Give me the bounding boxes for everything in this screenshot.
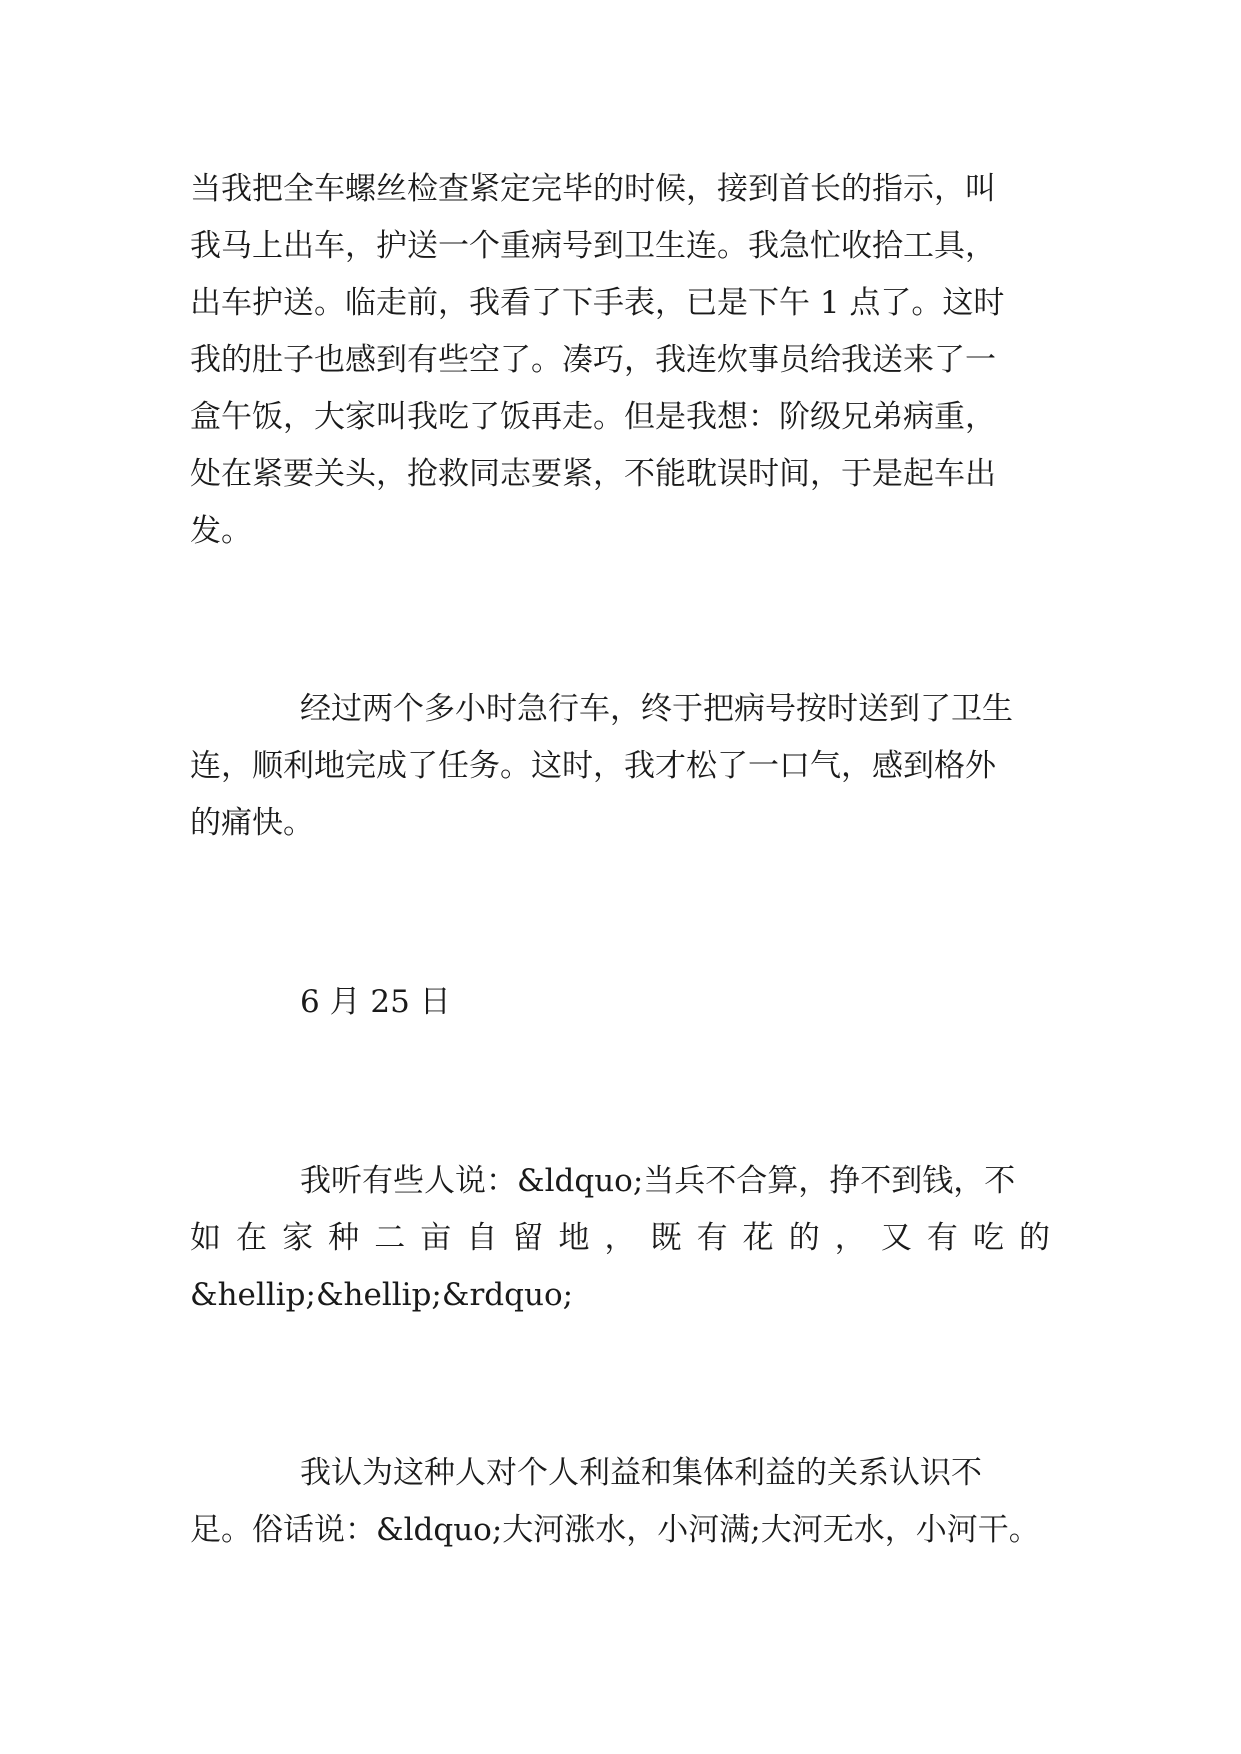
- paragraph-1-line-1: 当我把全车螺丝检查紧定完毕的时候，接到首长的指示，叫: [190, 171, 996, 207]
- paragraph-1-line-2: 我马上出车，护送一个重病号到卫生连。我急忙收拾工具，: [190, 228, 996, 264]
- paragraph-2-line-3: 的痛快。: [190, 805, 314, 841]
- paragraph-1-line-3: 出车护送。临走前，我看了下手表，已是下午 1 点了。这时: [190, 285, 1005, 321]
- paragraph-1-line-4: 我的肚子也感到有些空了。凑巧，我连炊事员给我送来了一: [190, 342, 996, 378]
- paragraph-5-line-1: 我认为这种人对个人利益和集体利益的关系认识不: [300, 1455, 982, 1491]
- paragraph-1-line-6: 处在紧要关头，抢救同志要紧，不能耽误时间，于是起车出: [190, 456, 996, 492]
- paragraph-1-line-7: 发。: [190, 513, 252, 549]
- paragraph-2-line-1: 经过两个多小时急行车，终于把病号按时送到了卫生: [300, 691, 1013, 727]
- date-line: 6 月 25 日: [300, 984, 451, 1020]
- paragraph-4-line-1: 我听有些人说：&ldquo;当兵不合算，挣不到钱，不: [300, 1163, 1016, 1199]
- paragraph-2-line-2: 连，顺利地完成了任务。这时，我才松了一口气，感到格外: [190, 748, 996, 784]
- paragraph-4-line-3: &hellip;&hellip;&rdquo;: [190, 1277, 574, 1313]
- paragraph-5-line-2: 足。俗话说：&ldquo;大河涨水，小河满;大河无水，小河干。: [190, 1512, 1040, 1548]
- paragraph-1-line-5: 盒午饭，大家叫我吃了饭再走。但是我想：阶级兄弟病重，: [190, 399, 996, 435]
- paragraph-4-line-2: 如在家种二亩自留地，既有花的，又有吃的: [190, 1220, 1050, 1256]
